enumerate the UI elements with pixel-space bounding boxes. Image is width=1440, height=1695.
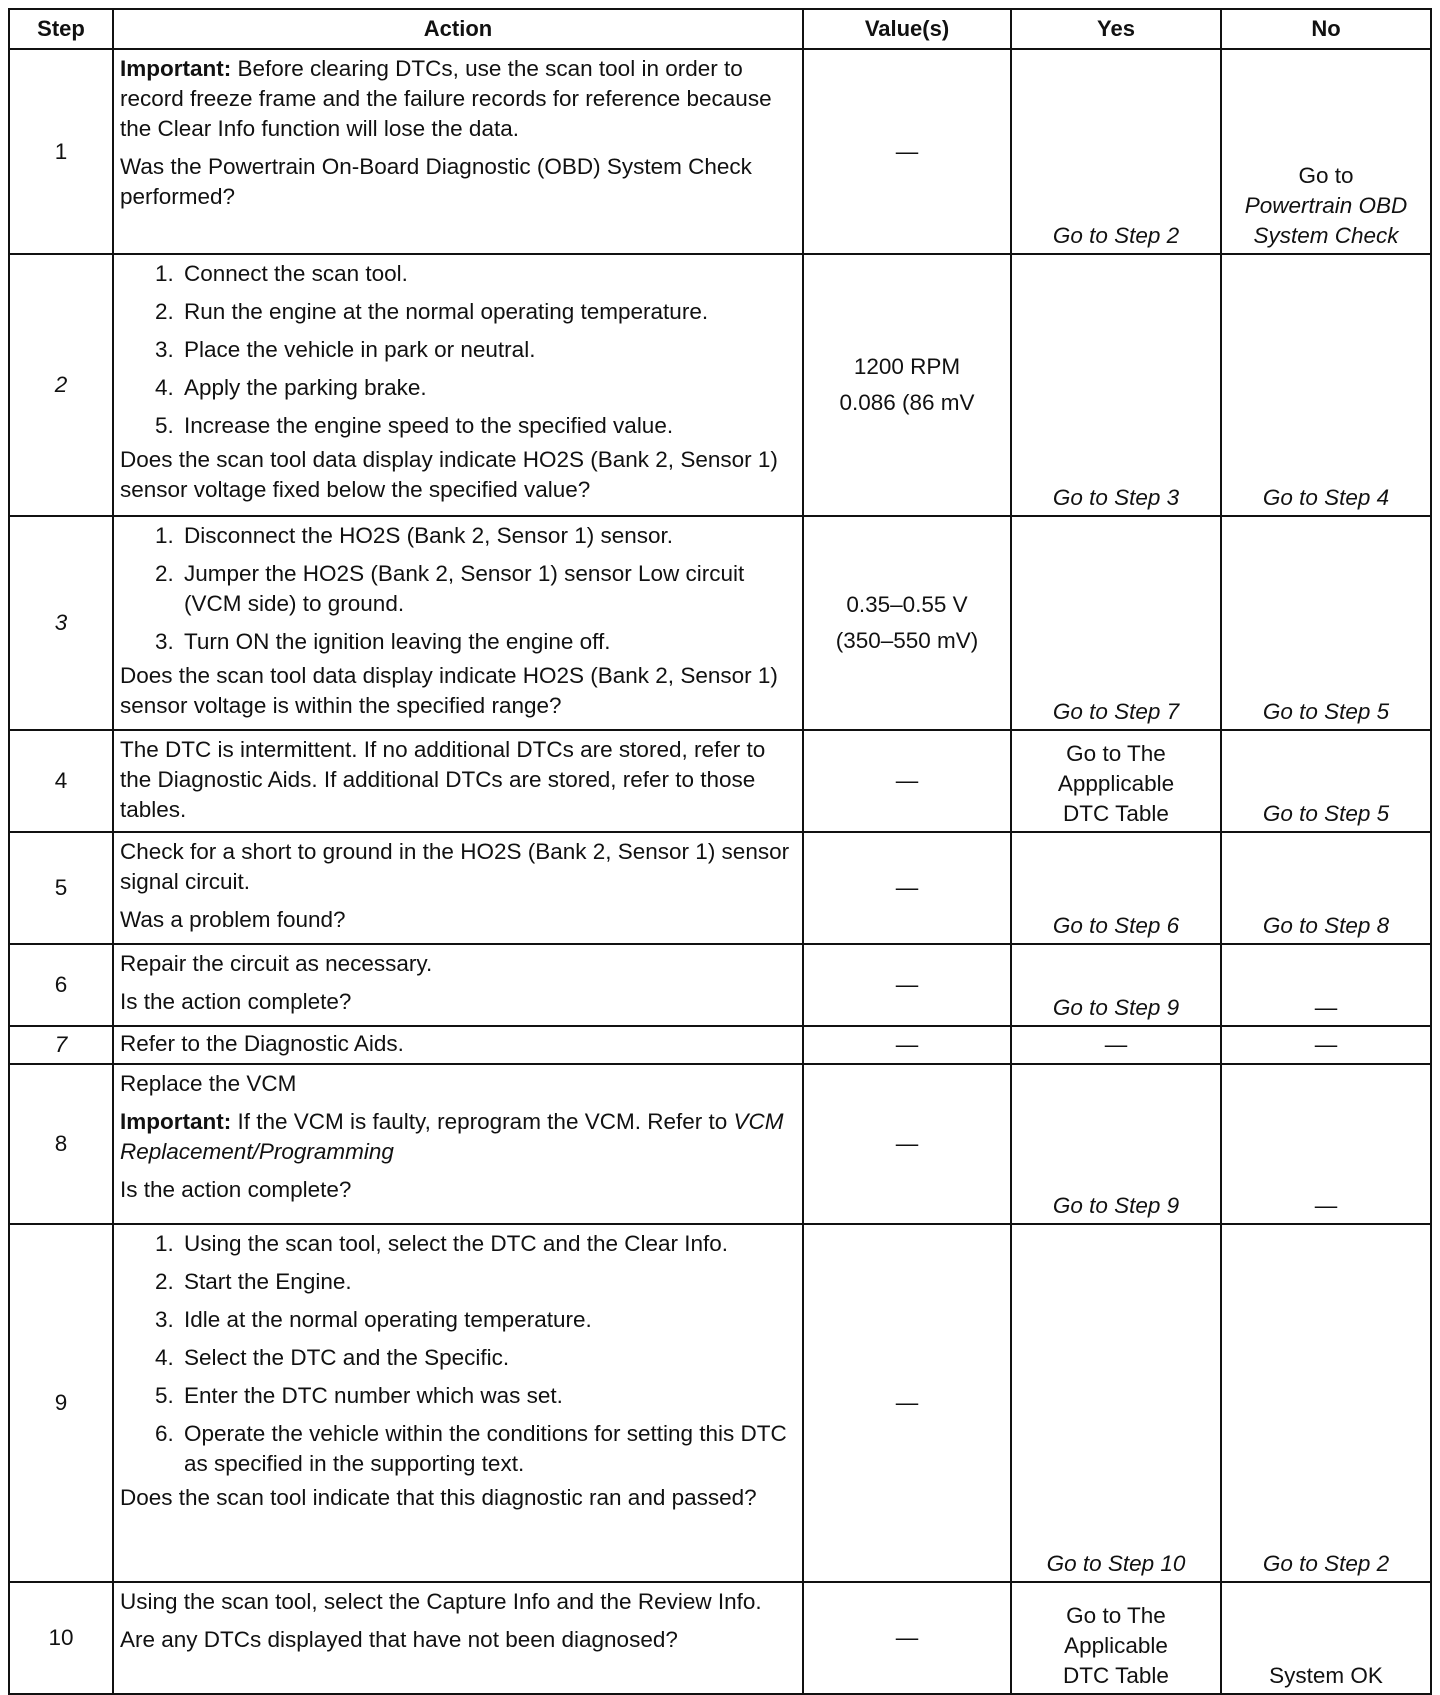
list-item: 5. Increase the engine speed to the specified value.	[180, 411, 796, 441]
value-cell: —	[803, 1582, 1011, 1694]
diagnostic-table	[8, 8, 1432, 1695]
header-row	[9, 9, 1431, 49]
table-row	[9, 1582, 1431, 1694]
yes-line: Go to The	[1066, 1603, 1166, 1628]
yes-link[interactable]: Go to Step 2	[1011, 49, 1221, 254]
step-number: 5	[9, 832, 113, 944]
yes-line: DTC Table	[1063, 1663, 1169, 1688]
yes-link[interactable]	[1011, 1582, 1221, 1694]
question-text: Is the action complete?	[120, 1177, 352, 1202]
table-row	[9, 1224, 1431, 1582]
step-number: 8	[9, 1064, 113, 1224]
table-row	[9, 254, 1431, 516]
action-cell	[113, 1064, 803, 1224]
step-number: 9	[9, 1224, 113, 1582]
list-item: 2. Jumper the HO2S (Bank 2, Sensor 1) sensor Low circuit (VCM side) to ground.	[180, 559, 796, 619]
list-item: 3. Idle at the normal operating temperature.	[180, 1305, 796, 1335]
action-cell	[113, 832, 803, 944]
yes-link[interactable]: Go to Step 6	[1011, 832, 1221, 944]
question-text: Does the scan tool indicate that this diagnostic ran and passed?	[120, 1485, 757, 1510]
yes-link[interactable]: Go to Step 9	[1011, 944, 1221, 1026]
important-note	[120, 1107, 796, 1167]
important-label: Important:	[120, 1109, 232, 1134]
yes-link[interactable]: Go to Step 9	[1011, 1064, 1221, 1224]
list-item: 6. Operate the vehicle within the conditions for setting this DTC as specified in the supporting text.	[180, 1419, 796, 1479]
value-cell: —	[803, 1064, 1011, 1224]
table-row	[9, 832, 1431, 944]
no-cell: —	[1221, 1064, 1431, 1224]
yes-line: DTC Table	[1063, 801, 1169, 826]
value-line: 1200 RPM	[853, 354, 961, 379]
question-text: Does the scan tool data display indicate HO2S (Bank 2, Sensor 1) sensor voltage fixed below the specified value?	[120, 447, 778, 502]
header-no: No	[1221, 9, 1431, 49]
question-text: Is the action complete?	[120, 989, 352, 1014]
diagnostic-table-sheet	[8, 8, 1430, 1695]
action-cell	[113, 944, 803, 1026]
action-cell	[113, 730, 803, 832]
header-step: Step	[9, 9, 113, 49]
yes-line: Go to The	[1066, 741, 1166, 766]
list-item: 3. Place the vehicle in park or neutral.	[180, 335, 796, 365]
no-cell[interactable]	[1221, 49, 1431, 254]
yes-cell: —	[1011, 1026, 1221, 1064]
value-cell	[803, 516, 1011, 730]
important-note	[120, 54, 796, 144]
question-text: Does the scan tool data display indicate HO2S (Bank 2, Sensor 1) sensor voltage is within the specified range?	[120, 663, 778, 718]
table-row	[9, 730, 1431, 832]
value-cell: —	[803, 1224, 1011, 1582]
value-line: 0.35–0.55 V	[846, 592, 968, 617]
action-cell	[113, 516, 803, 730]
table-row	[9, 1026, 1431, 1064]
yes-line: Applicable	[1064, 1633, 1168, 1658]
question-text: Are any DTCs displayed that have not been diagnosed?	[120, 1627, 678, 1652]
action-cell	[113, 1582, 803, 1694]
value-cell: —	[803, 944, 1011, 1026]
table-row	[9, 944, 1431, 1026]
action-steps-list	[120, 521, 796, 657]
list-item: 4. Select the DTC and the Specific.	[180, 1343, 796, 1373]
no-link[interactable]: Powertrain OBD System Check	[1244, 193, 1408, 248]
no-link[interactable]: Go to Step 8	[1221, 832, 1431, 944]
table-row	[9, 1064, 1431, 1224]
step-number: 1	[9, 49, 113, 254]
yes-link[interactable]: Go to Step 3	[1011, 254, 1221, 516]
table-row	[9, 49, 1431, 254]
action-text: Replace the VCM	[120, 1071, 297, 1096]
step-number: 6	[9, 944, 113, 1026]
header-yes: Yes	[1011, 9, 1221, 49]
no-cell: —	[1221, 1026, 1431, 1064]
yes-link[interactable]: Go to Step 10	[1011, 1224, 1221, 1582]
value-cell: —	[803, 1026, 1011, 1064]
yes-line: Appplicable	[1057, 771, 1175, 796]
step-number: 7	[9, 1026, 113, 1064]
important-label: Important:	[120, 56, 232, 81]
list-item: 1. Connect the scan tool.	[180, 259, 796, 289]
step-number: 4	[9, 730, 113, 832]
no-link[interactable]: Go to Step 2	[1221, 1224, 1431, 1582]
list-item: 5. Enter the DTC number which was set.	[180, 1381, 796, 1411]
value-line: 0.086 (86 mV	[839, 390, 975, 415]
table-row	[9, 516, 1431, 730]
question-text: Was the Powertrain On-Board Diagnostic (OBD) System Check performed?	[120, 154, 752, 209]
important-text: Before clearing DTCs, use the scan tool in order to record freeze frame and the failure records for reference because the Clear Info function will lose the data.	[120, 56, 772, 141]
action-text: Repair the circuit as necessary.	[120, 951, 433, 976]
no-link[interactable]: Go to Step 5	[1221, 516, 1431, 730]
list-item: 1. Disconnect the HO2S (Bank 2, Sensor 1) sensor.	[180, 521, 796, 551]
value-cell: —	[803, 730, 1011, 832]
action-steps-list	[120, 259, 796, 441]
list-item: 3. Turn ON the ignition leaving the engine off.	[180, 627, 796, 657]
header-values: Value(s)	[803, 9, 1011, 49]
list-item: 1. Using the scan tool, select the DTC and the Clear Info.	[180, 1229, 796, 1259]
header-action: Action	[113, 9, 803, 49]
value-cell: —	[803, 49, 1011, 254]
action-steps-list	[120, 1229, 796, 1479]
no-link[interactable]: Go to Step 5	[1221, 730, 1431, 832]
important-text: If the VCM is faulty, reprogram the VCM. Refer to	[231, 1109, 734, 1134]
list-item: 2. Start the Engine.	[180, 1267, 796, 1297]
no-prefix: Go to	[1298, 163, 1354, 188]
action-cell	[113, 49, 803, 254]
yes-link[interactable]	[1011, 730, 1221, 832]
list-item: 4. Apply the parking brake.	[180, 373, 796, 403]
no-cell: —	[1221, 944, 1431, 1026]
action-text: Refer to the Diagnostic Aids.	[113, 1026, 803, 1064]
no-link[interactable]: Go to Step 4	[1221, 254, 1431, 516]
step-number: 3	[9, 516, 113, 730]
list-item: 2. Run the engine at the normal operating temperature.	[180, 297, 796, 327]
action-cell	[113, 1224, 803, 1582]
reference-link[interactable]: VCM Replacement/Programming	[120, 1109, 784, 1164]
yes-link[interactable]: Go to Step 7	[1011, 516, 1221, 730]
action-text: Check for a short to ground in the HO2S (Bank 2, Sensor 1) sensor signal circuit.	[120, 839, 790, 894]
value-cell: —	[803, 832, 1011, 944]
action-cell	[113, 254, 803, 516]
no-result: System OK	[1221, 1582, 1431, 1694]
step-number: 2	[9, 254, 113, 516]
action-text: The DTC is intermittent. If no additional DTCs are stored, refer to the Diagnostic Aids. If additional DTCs are stored, refer to those tables.	[120, 737, 766, 822]
value-line: (350–550 mV)	[835, 628, 979, 653]
question-text: Was a problem found?	[120, 907, 346, 932]
action-text: Using the scan tool, select the Capture Info and the Review Info.	[120, 1589, 762, 1614]
value-cell	[803, 254, 1011, 516]
step-number: 10	[9, 1582, 113, 1694]
